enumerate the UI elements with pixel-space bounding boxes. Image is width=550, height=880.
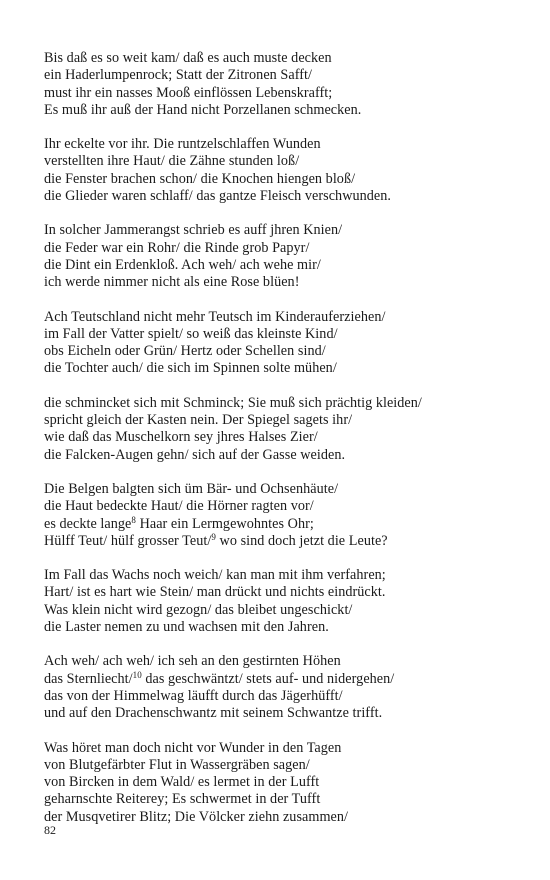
footnote-marker[interactable]: 10 <box>132 669 142 680</box>
verse-line: obs Eicheln oder Grün/ Hertz oder Schellen sind/ <box>44 343 326 360</box>
stanza <box>44 567 514 636</box>
verse-line: verstellten ihre Haut/ die Zähne stunden loß/ <box>44 153 300 170</box>
poem-body <box>44 50 514 843</box>
verse-line: die Dint ein Erdenkloß. Ach weh/ ach wehe mir/ <box>44 256 321 273</box>
verse-line: Im Fall das Wachs noch weich/ kan man mit ihm verfahren; <box>44 567 386 584</box>
verse-line: im Fall der Vatter spielt/ so weiß das kleinste Kind/ <box>44 325 338 342</box>
stanza <box>44 395 514 464</box>
footnote-marker[interactable]: 9 <box>211 531 216 542</box>
verse-text: es deckte lange <box>44 515 132 532</box>
verse-line: die schmincket sich mit Schminck; Sie muß sich prächtig kleiden/ <box>44 394 422 411</box>
stanza <box>44 136 514 205</box>
verse-line: die Feder war ein Rohr/ die Rinde grob Papyr/ <box>44 239 310 256</box>
verse-line: Die Belgen balgten sich üm Bär- und Ochsenhäute/ <box>44 480 339 497</box>
footnote-marker[interactable]: 8 <box>131 514 136 525</box>
stanza <box>44 309 514 378</box>
verse-line: die Falcken-Augen gehn/ sich auf der Gasse weiden. <box>44 446 346 463</box>
stanza <box>44 481 514 550</box>
verse-line: Was klein nicht wird gezogn/ das bleibet ungeschickt/ <box>44 601 353 618</box>
verse-line: Es muß ihr auß der Hand nicht Porzellanen schmecken. <box>44 101 362 118</box>
verse-line: die Tochter auch/ die sich im Spinnen solte mühen/ <box>44 360 337 377</box>
verse-line: die Haut bedeckte Haut/ die Hörner ragten vor/ <box>44 498 314 515</box>
verse-line <box>44 671 514 688</box>
verse-text: das geschwäntzt/ stets auf- und nidergehen/ <box>141 670 395 687</box>
verse-line: von Bircken in dem Wald/ es lermet in der Lufft <box>44 774 320 791</box>
verse-line: die Laster nemen zu und wachsen mit den Jahren. <box>44 619 329 636</box>
verse-line: Was höret man doch nicht vor Wunder in den Tagen <box>44 739 342 756</box>
verse-text: Haar ein Lermgewohntes Ohr; <box>135 515 314 532</box>
stanza <box>44 222 514 291</box>
verse-line: spricht gleich der Kasten nein. Der Spiegel sagets ihr/ <box>44 412 353 429</box>
verse-line: das von der Himmelwag läufft durch das Jägerhüfft/ <box>44 687 343 704</box>
verse-line <box>44 516 514 533</box>
verse-line: must ihr ein nasses Mooß einflössen Lebenskrafft; <box>44 84 333 101</box>
verse-text: Hülff Teut/ hülf grosser Teut/ <box>44 532 212 549</box>
verse-line: geharnschte Reiterey; Es schwermet in der Tufft <box>44 791 321 808</box>
verse-line: In solcher Jammerangst schrieb es auff jhren Knien/ <box>44 222 343 239</box>
verse-line <box>44 533 514 550</box>
stanza <box>44 740 514 826</box>
page-number: 82 <box>44 823 56 837</box>
verse-text: wo sind doch jetzt die Leute? <box>215 532 388 549</box>
verse-line: Ihr eckelte vor ihr. Die runtzelschlaffen Wunden <box>44 136 321 153</box>
stanza <box>44 50 514 119</box>
verse-line: die Glieder waren schlaff/ das gantze Fleisch verschwunden. <box>44 188 392 205</box>
verse-line: und auf den Drachenschwantz mit seinem Schwantze trifft. <box>44 705 383 722</box>
verse-line: wie daß das Muschelkorn sey jhres Halses Zier/ <box>44 429 318 446</box>
verse-line: Ach weh/ ach weh/ ich seh an den gestirnten Höhen <box>44 653 341 670</box>
verse-text: das Sternliecht/ <box>44 670 133 687</box>
verse-line: ein Haderlumpenrock; Statt der Zitronen Safft/ <box>44 67 312 84</box>
verse-line: der Musqvetirer Blitz; Die Völcker ziehn zusammen/ <box>44 808 349 825</box>
verse-line: von Blutgefärbter Flut in Wassergräben sagen/ <box>44 756 310 773</box>
verse-line: Hart/ ist es hart wie Stein/ man drückt und nichts eindrückt. <box>44 584 386 601</box>
verse-line: Bis daß es so weit kam/ daß es auch muste decken <box>44 50 332 66</box>
stanza <box>44 653 514 722</box>
verse-line: die Fenster brachen schon/ die Knochen hiengen bloß/ <box>44 170 356 187</box>
verse-line: Ach Teutschland nicht mehr Teutsch im Kinderauferziehen/ <box>44 308 386 325</box>
verse-line: ich werde nimmer nicht als eine Rose blüen! <box>44 274 300 291</box>
